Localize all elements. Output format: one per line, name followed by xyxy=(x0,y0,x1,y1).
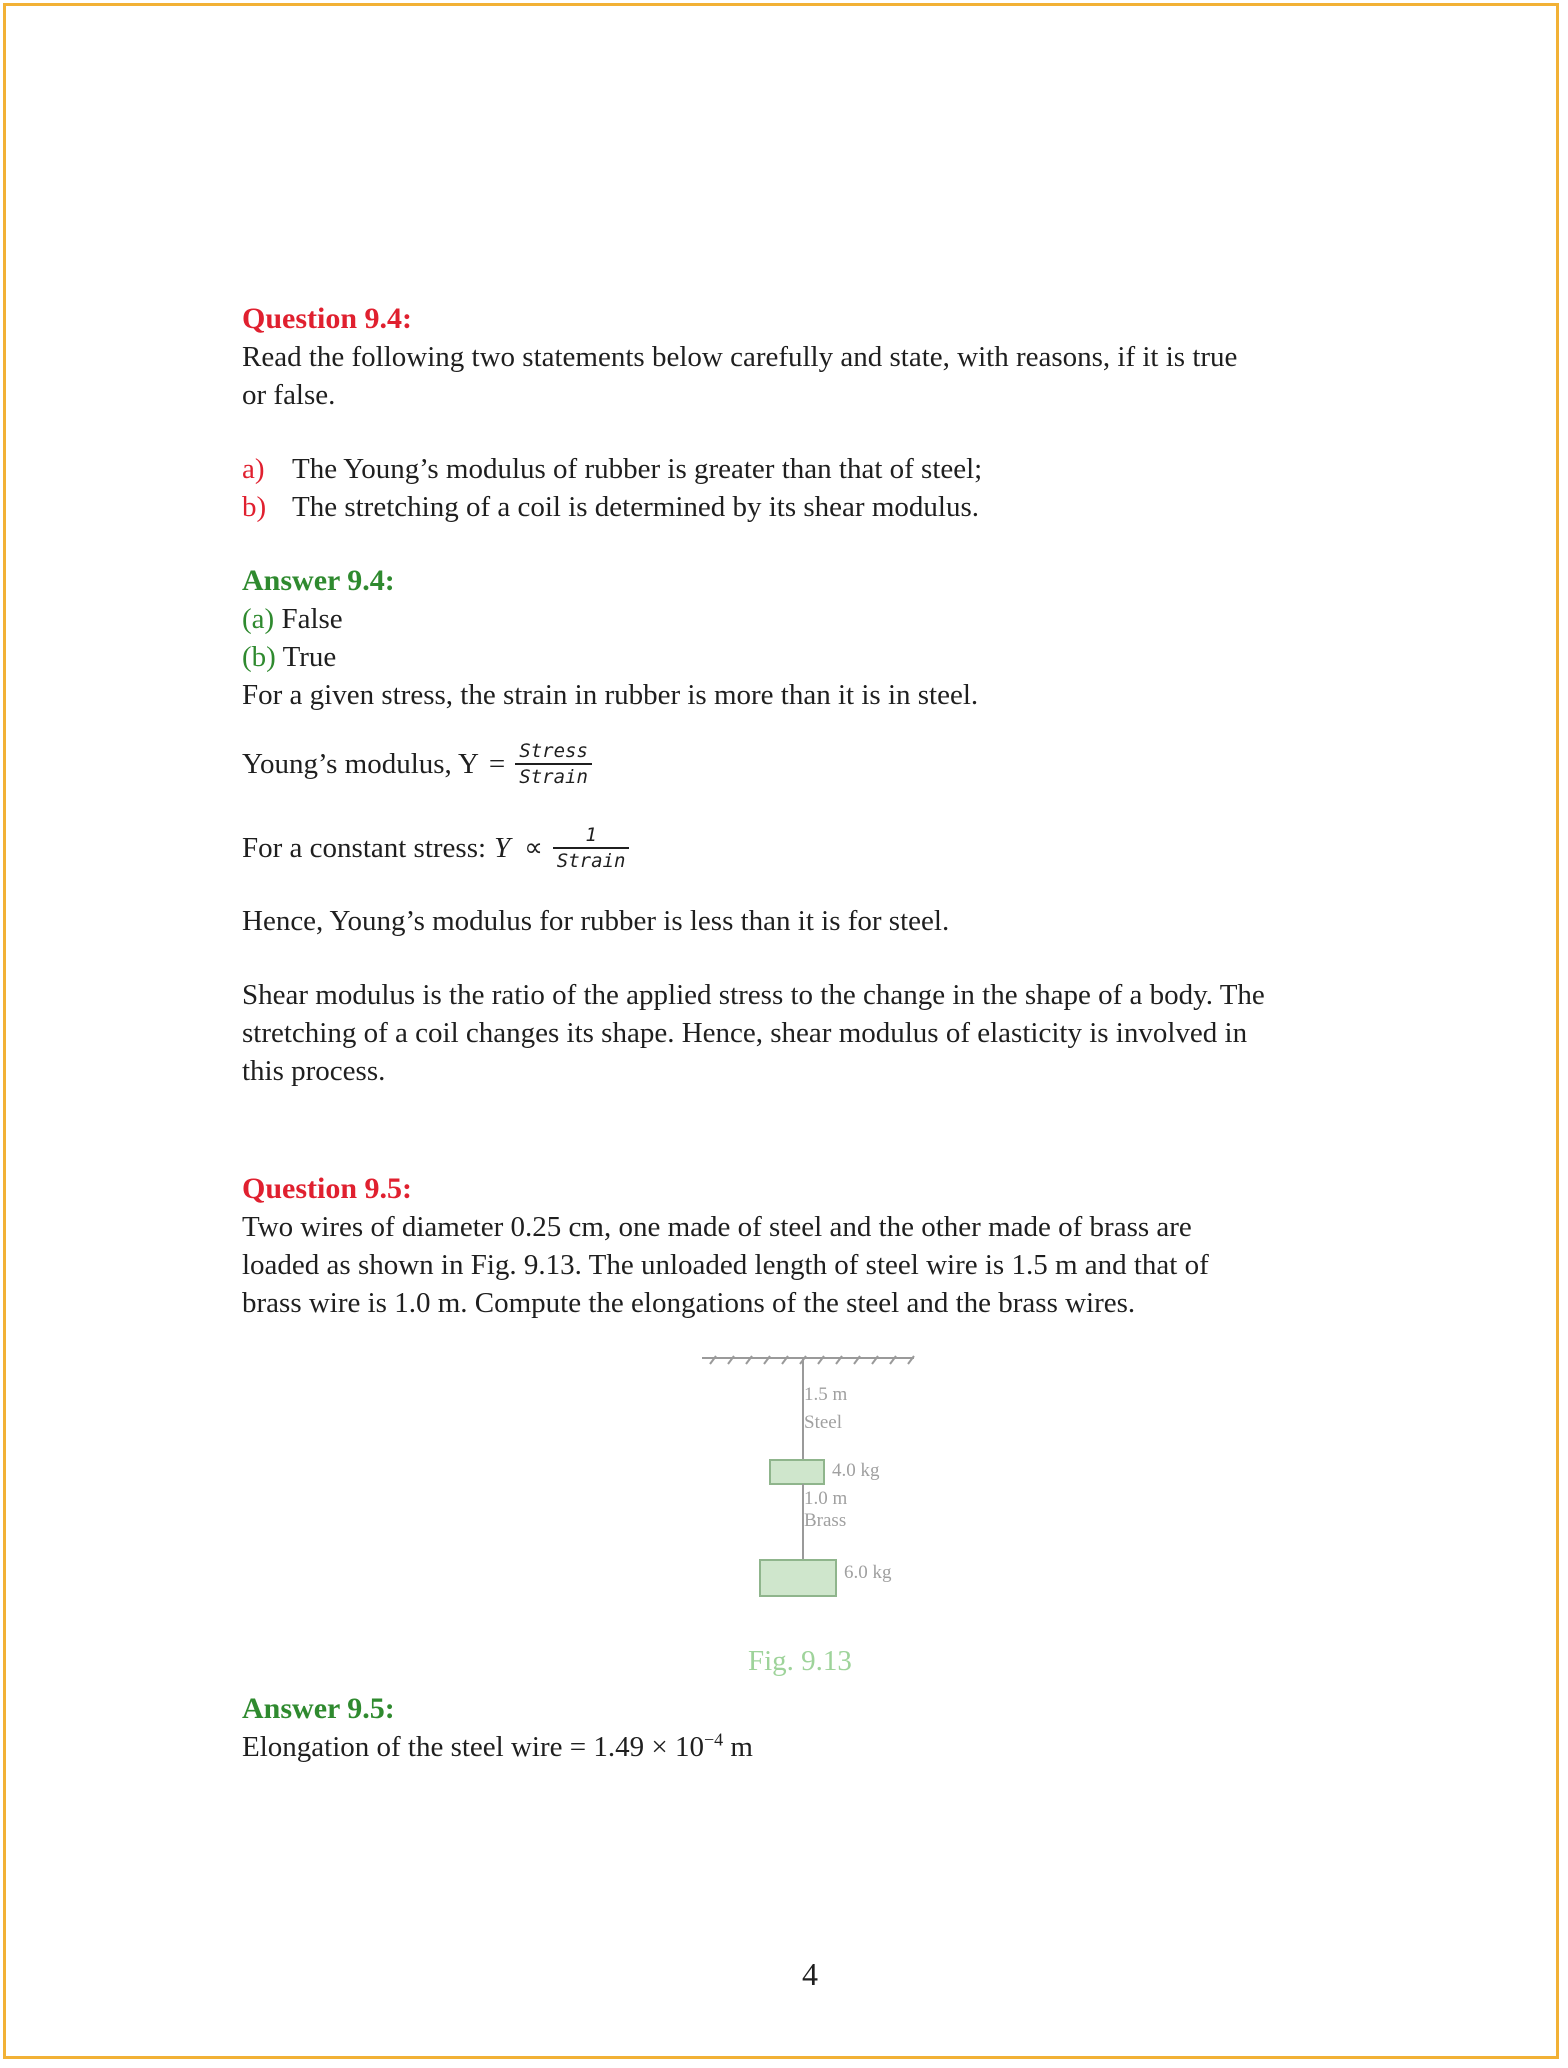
question-9-4-intro-line-1: Read the following two statements below carefully and state, with reasons, if it is true xyxy=(242,341,1238,373)
answer-9-5-heading: Answer 9.5: xyxy=(242,1692,395,1725)
youngs-modulus-formula xyxy=(242,734,1372,794)
answer-part-b-text: True xyxy=(282,641,337,673)
formula-1-denominator: Strain xyxy=(519,766,588,788)
figure-9-13 xyxy=(242,1338,1372,1718)
answer-9-4-para-line-2: stretching of a coil changes its shape. Hence, shear modulus of elasticity is involved in xyxy=(242,1017,1248,1049)
statement-b-marker: b) xyxy=(242,491,267,523)
elongation-exponent: −4 xyxy=(703,1729,724,1750)
answer-part-a-text: False xyxy=(281,603,343,635)
mass-block-4kg xyxy=(770,1460,824,1484)
answer-9-4-line-2: Hence, Young’s modulus for rubber is less than it is for steel. xyxy=(242,905,950,937)
page-content xyxy=(242,300,1372,1766)
statement-b-text: The stretching of a coil is determined by its shear modulus. xyxy=(292,491,979,523)
answer-part-a-marker: (a) xyxy=(242,603,275,635)
statement-a xyxy=(242,450,1372,488)
proportionality-formula xyxy=(242,818,1372,878)
formula-1-numerator: Stress xyxy=(519,740,588,762)
formula-2-fraction xyxy=(553,823,630,873)
answer-part-a xyxy=(242,600,1372,638)
figure-caption: Fig. 9.13 xyxy=(748,1645,852,1677)
answer-part-b xyxy=(242,638,1372,676)
formula-2-label: For a constant stress: xyxy=(242,832,487,864)
question-9-5-line-3: brass wire is 1.0 m. Compute the elongations of the steel and the brass wires. xyxy=(242,1287,1136,1319)
formula-2-numerator: 1 xyxy=(585,824,597,846)
question-9-4-heading: Question 9.4: xyxy=(242,302,413,335)
steel-material-label: Steel xyxy=(804,1412,842,1433)
question-9-5-line-2: loaded as shown in Fig. 9.13. The unloaded length of steel wire is 1.5 m and that of xyxy=(242,1249,1209,1281)
brass-length-label: 1.0 m xyxy=(804,1488,848,1509)
answer-9-4-para-line-3: this process. xyxy=(242,1055,386,1087)
statement-a-text: The Young’s modulus of rubber is greater than that of steel; xyxy=(292,453,983,485)
formula-2-denominator: Strain xyxy=(556,850,626,872)
page-number: 4 xyxy=(802,1956,818,1992)
formula-2-variable: Y xyxy=(494,832,511,864)
brass-material-label: Brass xyxy=(804,1510,847,1531)
statement-a-marker: a) xyxy=(242,453,265,485)
statement-b xyxy=(242,488,1372,526)
elongation-steel-text: Elongation of the steel wire = 1.49 × 10 xyxy=(242,1731,704,1763)
mass-1-label: 4.0 kg xyxy=(832,1460,880,1481)
proportional-symbol: ∝ xyxy=(524,833,543,863)
formula-1-label: Young’s modulus, Y xyxy=(242,748,479,780)
question-9-4-intro-line-2: or false. xyxy=(242,379,336,411)
formula-1-equals: = xyxy=(488,748,506,780)
answer-9-5-line-1 xyxy=(242,1728,1372,1766)
question-9-5-line-1: Two wires of diameter 0.25 cm, one made of steel and the other made of brass are xyxy=(242,1211,1192,1243)
mass-2-label: 6.0 kg xyxy=(844,1562,892,1583)
elongation-unit: m xyxy=(723,1731,753,1763)
answer-9-4-heading: Answer 9.4: xyxy=(242,564,395,597)
mass-block-6kg xyxy=(760,1560,836,1596)
formula-1-fraction xyxy=(515,739,592,789)
answer-9-4-line-1: For a given stress, the strain in rubber is more than it is in steel. xyxy=(242,679,979,711)
answer-part-b-marker: (b) xyxy=(242,641,276,673)
question-9-5-heading: Question 9.5: xyxy=(242,1172,413,1205)
steel-length-label: 1.5 m xyxy=(804,1384,848,1405)
answer-9-4-para-line-1: Shear modulus is the ratio of the applied stress to the change in the shape of a body. The xyxy=(242,979,1265,1011)
